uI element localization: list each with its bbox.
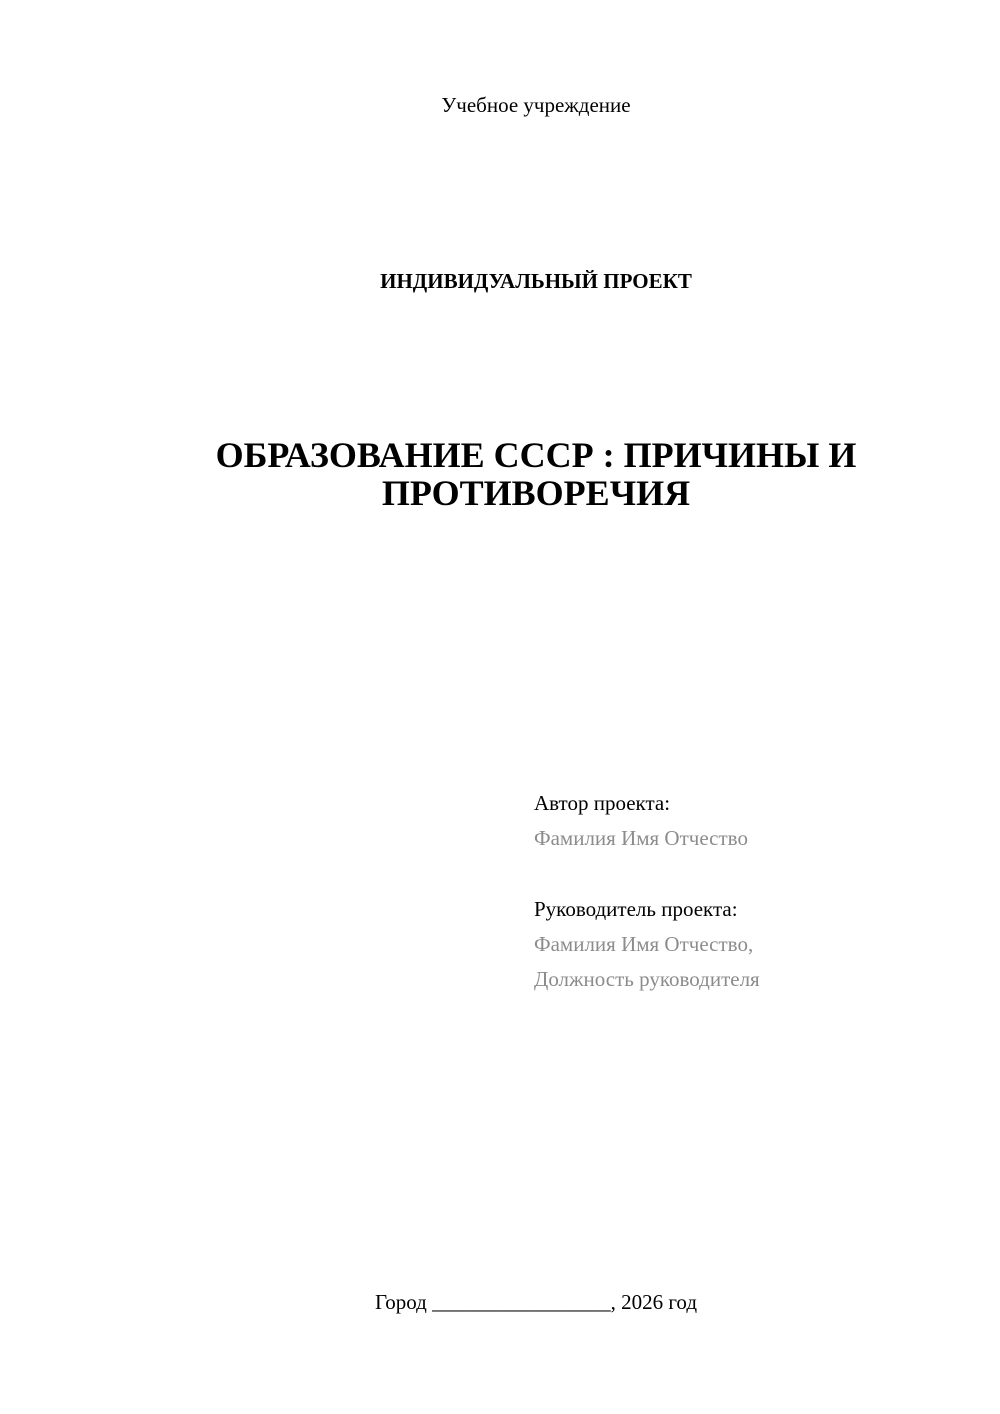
supervisor-position: Должность руководителя bbox=[534, 967, 760, 991]
author-name: Фамилия Имя Отчество bbox=[534, 826, 748, 850]
project-title bbox=[150, 436, 922, 512]
document-type-heading: ИНДИВИДУАЛЬНЫЙ ПРОЕКТ bbox=[380, 269, 692, 293]
project-info-block bbox=[534, 786, 974, 997]
info-spacer bbox=[534, 856, 974, 892]
project-title-line-1: ОБРАЗОВАНИЕ СССР : ПРИЧИНЫ И bbox=[215, 435, 857, 475]
city-year-line: Город _________________, 2026 год bbox=[374, 1290, 698, 1314]
institution-name: Учебное учреждение bbox=[441, 93, 631, 117]
supervisor-name: Фамилия Имя Отчество, bbox=[534, 932, 754, 956]
supervisor-label: Руководитель проекта: bbox=[534, 897, 738, 921]
project-title-line-2: ПРОТИВОРЕЧИЯ bbox=[381, 473, 691, 513]
author-label: Автор проекта: bbox=[534, 791, 671, 815]
